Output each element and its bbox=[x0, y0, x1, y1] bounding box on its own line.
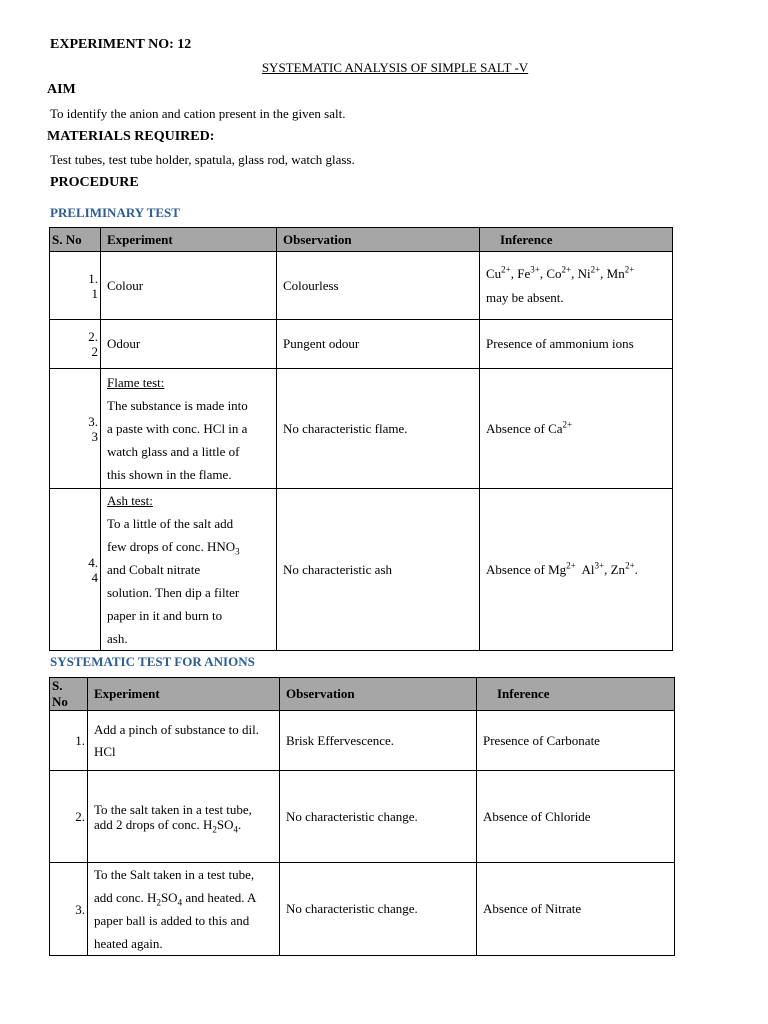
row-inference: Presence of ammonium ions bbox=[480, 320, 673, 369]
table-row bbox=[50, 771, 675, 863]
row-observation: No characteristic change. bbox=[280, 771, 477, 863]
row-sno: 3. bbox=[50, 863, 88, 956]
header-observation: Observation bbox=[280, 678, 477, 711]
experiment-number: EXPERIMENT NO: 12 bbox=[50, 37, 192, 52]
row-observation: No characteristic ash bbox=[277, 489, 480, 651]
row-experiment: To the Salt taken in a test tube, add conc. $H_2SO_4$ and heated. A paper ball is added to this and heated again. bbox=[88, 863, 280, 956]
row-experiment: To the salt taken in a test tube, add 2 drops of conc. $H_2SO_4$. bbox=[88, 771, 280, 863]
row-experiment: Colour bbox=[101, 252, 277, 320]
header-inference: Inference bbox=[477, 678, 675, 711]
row-inference: $Cu^{2+}$, $Fe^{3+}$, $Co^{2+}$, $Ni^{2+}$, $Mn^{2+}$ may be absent. bbox=[480, 252, 673, 320]
header-sno: S. No bbox=[50, 228, 101, 252]
header-observation: Observation bbox=[277, 228, 480, 252]
row-observation: Colourless bbox=[277, 252, 480, 320]
preliminary-test-heading: PRELIMINARY TEST bbox=[50, 205, 180, 220]
row-inference: Absence of Nitrate bbox=[477, 863, 675, 956]
row-sno: 4. 4 bbox=[50, 489, 101, 651]
row-observation: No characteristic flame. bbox=[277, 369, 480, 489]
row-experiment: Flame test: The substance is made into a paste with conc. HCl in a watch glass and a little of this shown in the flame. bbox=[101, 369, 277, 489]
row-experiment: Add a pinch of substance to dil. HCl bbox=[88, 711, 280, 771]
materials-heading: MATERIALS REQUIRED: bbox=[47, 129, 215, 144]
flame-test-title: Flame test: bbox=[107, 375, 165, 390]
row-inference: Absence of $Mg^{2+}$ $Al^{3+}$, $Zn^{2+}$. bbox=[480, 489, 673, 651]
row-sno: 2. bbox=[50, 771, 88, 863]
table-row bbox=[50, 489, 673, 651]
page-title: SYSTEMATIC ANALYSIS OF SIMPLE SALT -V bbox=[261, 60, 529, 75]
anions-test-heading: SYSTEMATIC TEST FOR ANIONS bbox=[50, 654, 255, 669]
row-inference: Presence of Carbonate bbox=[477, 711, 675, 771]
header-sno: S. No bbox=[50, 678, 88, 711]
table-row bbox=[50, 252, 673, 320]
procedure-heading: PROCEDURE bbox=[50, 175, 139, 190]
ash-test-title: Ash test: bbox=[107, 493, 153, 508]
header-inference: Inference bbox=[480, 228, 673, 252]
row-inference: Absence of Chloride bbox=[477, 771, 675, 863]
table-row bbox=[50, 711, 675, 771]
row-observation: Pungent odour bbox=[277, 320, 480, 369]
row-experiment: Odour bbox=[101, 320, 277, 369]
table-row bbox=[50, 320, 673, 369]
row-observation: Brisk Effervescence. bbox=[280, 711, 477, 771]
row-sno: 1. bbox=[50, 711, 88, 771]
row-sno: 3. 3 bbox=[50, 369, 101, 489]
anions-test-table bbox=[49, 677, 675, 956]
header-experiment: Experiment bbox=[88, 678, 280, 711]
row-observation: No characteristic change. bbox=[280, 863, 477, 956]
aim-heading: AIM bbox=[47, 82, 76, 97]
row-sno: 1. 1 bbox=[50, 252, 101, 320]
table-header-row bbox=[50, 228, 673, 252]
row-sno: 2. 2 bbox=[50, 320, 101, 369]
aim-text: To identify the anion and cation present in the given salt. bbox=[50, 106, 346, 121]
table-row bbox=[50, 369, 673, 489]
materials-text: Test tubes, test tube holder, spatula, glass rod, watch glass. bbox=[50, 152, 355, 167]
table-row bbox=[50, 863, 675, 956]
row-experiment: Ash test: To a little of the salt add few drops of conc. $HNO_3$ and Cobalt nitrate solution. Then dip a filter paper in it and burn to ash. bbox=[101, 489, 277, 651]
table-header-row bbox=[50, 678, 675, 711]
header-experiment: Experiment bbox=[101, 228, 277, 252]
row-inference: Absence of $Ca^{2+}$ bbox=[480, 369, 673, 489]
preliminary-test-table bbox=[49, 227, 673, 651]
